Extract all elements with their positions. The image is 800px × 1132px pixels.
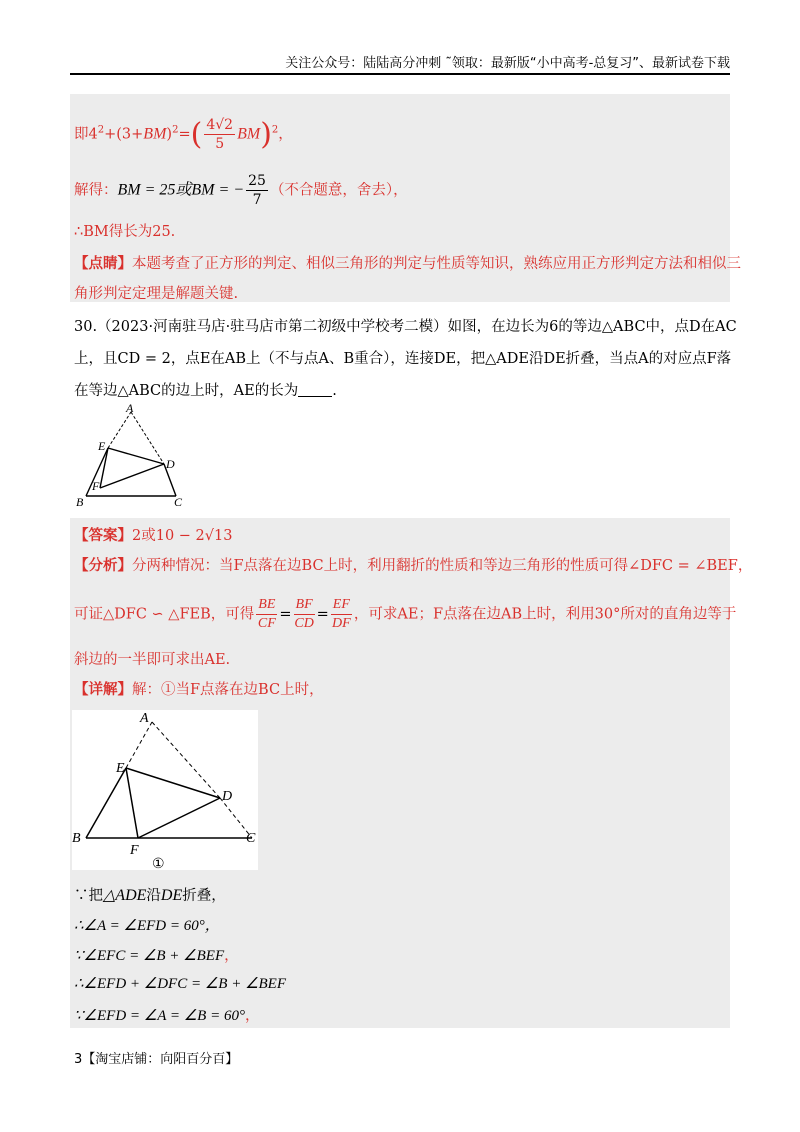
- header-divider: [70, 73, 730, 75]
- comment-line-1: 【点睛】本题考查了正方形的判定、相似三角形的判定与性质等知识，熟练应用正方形判定方法和相似三: [74, 255, 741, 272]
- page-header: 关注公众号：陆陆高分冲刺 ˜领取：最新版“小中高考-总复习”、最新试卷下载: [285, 56, 730, 71]
- fig2-label-e: E: [116, 761, 125, 776]
- step-5: ∵∠EFD = ∠A = ∠B = 60°，: [74, 1008, 260, 1024]
- analysis-line-3: 斜边的一半即可求出AE.: [74, 652, 231, 668]
- fig2-caption: ①: [152, 857, 165, 870]
- step-4: ∴∠EFD + ∠DFC = ∠B + ∠BEF: [74, 976, 287, 992]
- fig1-label-b: B: [76, 495, 84, 509]
- conclusion-line: ∴BM得长为25.: [74, 224, 176, 240]
- page-footer: 3【淘宝店铺：向阳百分百】: [74, 1052, 239, 1067]
- fig2-label-c: C: [246, 831, 256, 846]
- comment-line-2: 角形判定定理是解题关键.: [74, 286, 239, 302]
- fig1-label-c: C: [174, 495, 183, 509]
- problem-line-3: 在等边△ABC的边上时，AE的长为 .: [74, 383, 337, 399]
- fig2-label-a: A: [140, 711, 149, 726]
- problem-line-1: 30.（2023·河南驻马店·驻马店市第二初级中学校考二模）如图，在边长为6的等边△ABC中，点D在AC: [74, 319, 737, 335]
- fig2-label-f: F: [130, 843, 139, 858]
- fig1-label-e: E: [98, 439, 106, 453]
- step-2: ∴∠A = ∠EFD = 60°，: [74, 918, 220, 934]
- step-3: ∵∠EFC = ∠B + ∠BEF，: [74, 948, 239, 964]
- fig2-label-b: B: [72, 831, 81, 846]
- equation-line: 即$4^2+(3+BM)^2=$( $\frac{4√2}{5}$ BM)$^2$，: [74, 117, 293, 152]
- problem-line-2: 上，且CD = 2，点E在AB上（不与点A、B重合），连接DE，把△ADE沿DE折叠，当点A的对应点F落: [74, 351, 732, 367]
- detail-line: 【详解】解：①当F点落在边BC上时，: [74, 681, 324, 698]
- step-1: ∵把△ADE沿DE折叠，: [74, 887, 226, 904]
- problem-figure: [76, 400, 196, 510]
- solution-figure: [72, 710, 258, 870]
- analysis-line-2: 可证△DFC ∽ △FEB，可得 $\frac{BE}{CF}$ = $\frac{BF}{CD}$ = $\frac{EF}{DF}$ ，可求AE；F点落在边AB上时，利用30°所对的直角边等于: [74, 597, 737, 631]
- analysis-line-1: 【分析】分两种情况：当F点落在边BC上时，利用翻折的性质和等边三角形的性质可得∠DFC = ∠BEF，: [74, 557, 753, 574]
- solve-line: 解得：BM = 25或BM = − $\frac{25}{7}$ （不合题意，舍去），: [74, 173, 408, 208]
- answer-blank: [298, 383, 332, 397]
- answer-line: 【答案】2或10 − 2√13: [74, 527, 233, 544]
- fig2-label-d: D: [222, 789, 233, 804]
- fig1-label-a: A: [126, 401, 134, 415]
- fig1-label-d: D: [166, 457, 175, 471]
- fig1-label-f: F: [92, 479, 100, 493]
